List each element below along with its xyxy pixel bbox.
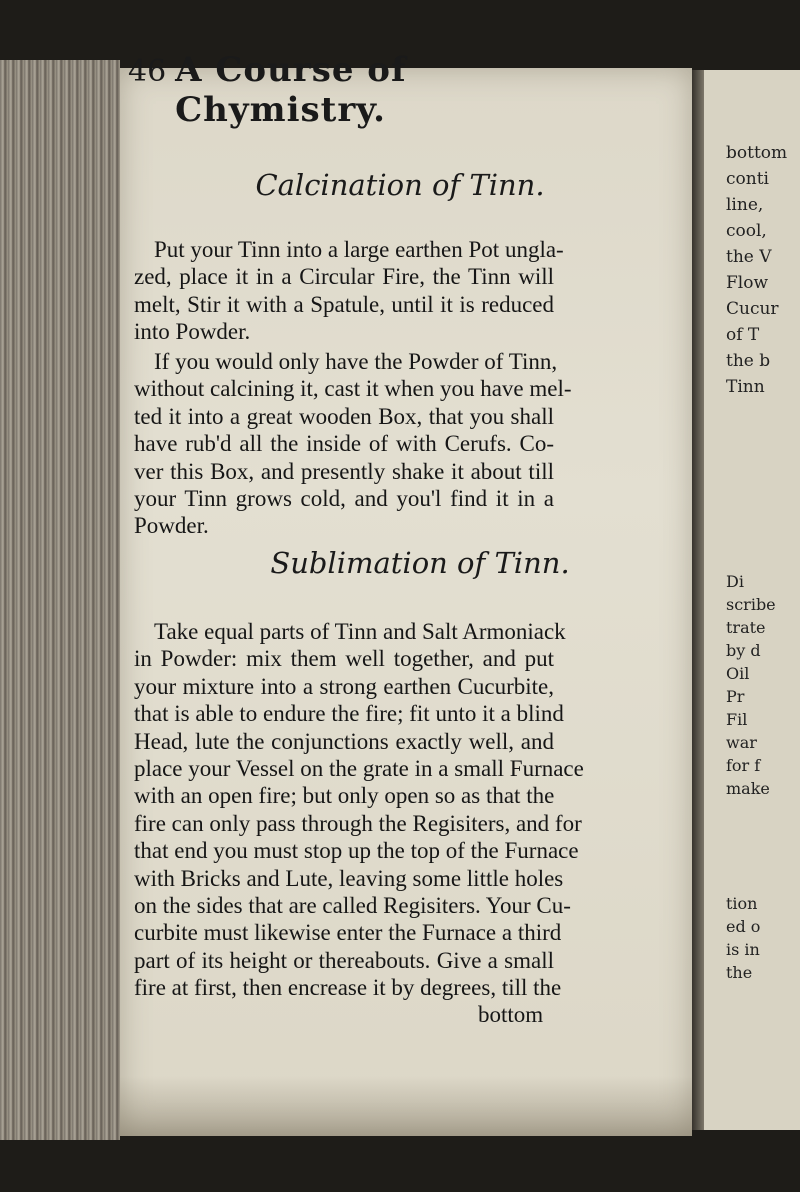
text-line: ver this Box, and presently shake it about till	[134, 458, 554, 484]
facing-page-fragment: scribe	[726, 595, 776, 614]
text-line: with Bricks and Lute, leaving some little holes	[134, 865, 564, 891]
facing-page-fragment: make	[726, 779, 770, 798]
text-line: curbite must likewise enter the Furnace a third	[134, 920, 562, 946]
text-line: fire can only pass through the Regisiters, and for	[134, 810, 582, 836]
text-line: that end you must stop up the top of the Furnace	[134, 838, 579, 864]
facing-page	[690, 70, 800, 1130]
catchword: bottom	[478, 1002, 544, 1027]
facing-page-fragment: cool,	[726, 221, 767, 241]
facing-page-fragment: ed o	[726, 917, 761, 936]
text-line: Put your Tinn into a large earthen Pot ungla-	[154, 237, 564, 262]
text-line: your Tinn grows cold, and you'l find it in a	[134, 486, 554, 512]
facing-page-fragment: the V	[726, 247, 772, 267]
running-title: A Course of Chymistry.	[175, 50, 407, 130]
text-line: have rub'd all the inside of with Cerufs. Co-	[134, 431, 554, 457]
facing-page-fragment	[726, 846, 786, 869]
calcination-paragraph-1	[134, 236, 564, 346]
facing-page-fragment: Cucur	[726, 299, 779, 319]
facing-page-fragment	[726, 800, 786, 823]
sublimation-paragraph	[134, 618, 584, 1002]
text-line: zed, place it in a Circular Fire, the Tinn will	[134, 264, 554, 290]
text-line: that is able to endure the fire; fit unto it a blind	[134, 701, 564, 727]
text-line: part of its height or thereabouts. Give a small	[134, 947, 554, 973]
text-line: ted it into a great wooden Box, that you shall	[134, 403, 554, 429]
facing-page-fragment: line,	[726, 195, 764, 215]
facing-page-fragment: the	[726, 963, 758, 982]
facing-page-fragment: bottom	[726, 143, 788, 163]
facing-page-fragment: trate	[726, 618, 766, 637]
page-number: 46	[128, 54, 167, 89]
text-line: If you would only have the Powder of Tinn,	[154, 349, 558, 374]
facing-page-fragment: the b	[726, 351, 771, 371]
facing-page-fragment: is in	[726, 940, 760, 959]
text-line: on the sides that are called Regisiters. Your Cu-	[134, 893, 571, 919]
facing-page-fragment	[726, 823, 786, 846]
calcination-paragraph-2	[134, 348, 572, 540]
facing-page-fragment: war	[726, 733, 757, 752]
page-gutter	[690, 70, 704, 1130]
facing-page-fragment: Oil	[726, 664, 750, 683]
text-line: Head, lute the conjunctions exactly well, and	[134, 728, 554, 754]
text-line: Powder.	[134, 513, 209, 539]
facing-page-fragment: for f	[726, 756, 761, 775]
facing-page-fragment: of T	[726, 325, 760, 345]
text-line: with an open fire; but only open so as that the	[134, 783, 555, 809]
facing-page-fragment: Tinn	[726, 377, 765, 397]
text-line: melt, Stir it with a Spatule, until it is reduced	[134, 291, 554, 317]
text-line: fire at first, then encrease it by degrees, till the	[134, 975, 562, 1001]
calcination-heading: Calcination of Tinn.	[255, 168, 545, 202]
facing-page-fragment: by d	[726, 641, 761, 660]
text-line: place your Vessel on the grate in a small Furnace	[134, 756, 584, 782]
facing-page-fragment: Fil	[726, 710, 748, 729]
facing-page-fragment: tion	[726, 894, 758, 913]
facing-page-fragment: Di	[726, 572, 744, 591]
text-line: into Powder.	[134, 319, 251, 345]
page-header	[128, 50, 558, 130]
facing-page-fragment: conti	[726, 169, 769, 189]
page-shadow	[120, 1076, 692, 1136]
facing-page-fragment: Pr	[726, 687, 745, 706]
facing-page-fragment	[726, 869, 786, 892]
facing-page-fragment: Flow	[726, 273, 769, 293]
text-line: in Powder: mix them well together, and put	[134, 646, 554, 672]
text-line: your mixture into a strong earthen Cucurbite,	[134, 673, 554, 699]
left-page-edge	[0, 60, 120, 1140]
text-line: Take equal parts of Tinn and Salt Armoniack	[154, 619, 566, 644]
facing-page-text-lower	[726, 570, 786, 984]
text-line: without calcining it, cast it when you have mel-	[134, 376, 572, 402]
sublimation-heading: Sublimation of Tinn.	[270, 546, 570, 580]
